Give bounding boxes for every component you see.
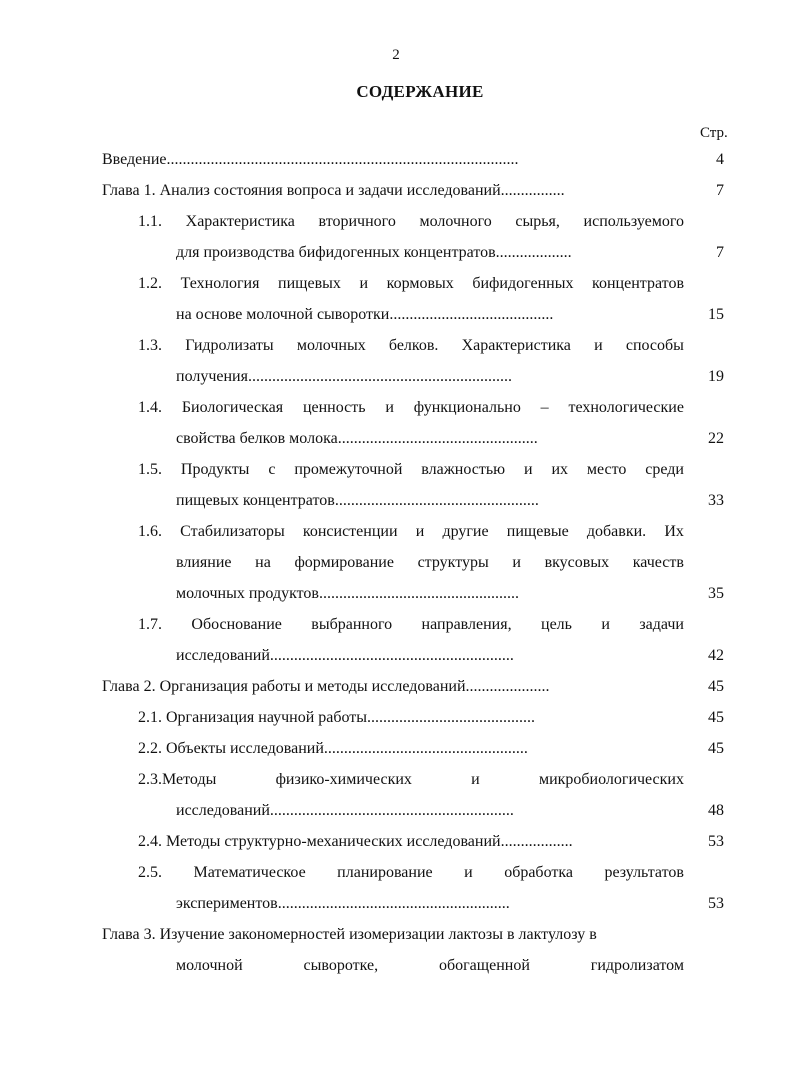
toc-entry-1-2-line1[interactable]: 1.2. Технология пищевых и кормовых бифидогенных концентратов xyxy=(138,275,684,292)
toc-entry-1-6-line2[interactable]: влияние на формирование структуры и вкусовых качеств xyxy=(176,554,684,571)
toc-entry-intro[interactable]: Введение........................................................................................ xyxy=(102,151,519,168)
toc-page-1-6: 35 xyxy=(708,585,724,602)
toc-page-2-1: 45 xyxy=(708,709,724,726)
toc-entry-1-3-line1[interactable]: 1.3. Гидролизаты молочных белков. Характеристика и способы xyxy=(138,337,684,354)
toc-entry-chapter-2[interactable]: Глава 2. Организация работы и методы исследований..................... xyxy=(102,678,550,695)
page-title: СОДЕРЖАНИЕ xyxy=(356,82,484,101)
toc-page-2-3: 48 xyxy=(708,802,724,819)
toc-entry-1-1-line2[interactable]: для производства бифидогенных концентратов................... xyxy=(176,244,572,261)
toc-entry-1-4-line1[interactable]: 1.4. Биологическая ценность и функционально – технологические xyxy=(138,399,684,416)
toc-entry-2-5-line2[interactable]: экспериментов.......................................................... xyxy=(176,895,510,912)
toc-page-1-1: 7 xyxy=(716,244,724,261)
toc-entry-chapter-3-line2[interactable]: молочной сыворотке, обогащенной гидролизатом xyxy=(176,957,684,974)
toc-page-1-2: 15 xyxy=(708,306,724,323)
toc-entry-1-2-line2[interactable]: на основе молочной сыворотки......................................... xyxy=(176,306,554,323)
toc-page-2-4: 53 xyxy=(708,833,724,850)
toc-entry-1-5-line1[interactable]: 1.5. Продукты с промежуточной влажностью и их место среди xyxy=(138,461,684,478)
toc-entry-2-5-line1[interactable]: 2.5. Математическое планирование и обработка результатов xyxy=(138,864,684,881)
toc-entry-1-1-line1[interactable]: 1.1. Характеристика вторичного молочного сырья, используемого xyxy=(138,213,684,230)
toc-entry-1-6-line3[interactable]: молочных продуктов.................................................. xyxy=(176,585,519,602)
toc-page-chapter-1: 7 xyxy=(716,182,724,199)
toc-page-intro: 4 xyxy=(716,151,724,168)
toc-page-2-5: 53 xyxy=(708,895,724,912)
toc-entry-1-6-line1[interactable]: 1.6. Стабилизаторы консистенции и другие пищевые добавки. Их xyxy=(138,523,684,540)
toc-entry-chapter-3-line1[interactable]: Глава 3. Изучение закономерностей изомеризации лактозы в лактулозу в xyxy=(102,926,597,943)
page-column-header: Стр. xyxy=(700,125,728,141)
toc-entry-1-3-line2[interactable]: получения.................................................................. xyxy=(176,368,512,385)
toc-page-chapter-2: 45 xyxy=(708,678,724,695)
toc-entry-chapter-1[interactable]: Глава 1. Анализ состояния вопроса и задачи исследований................ xyxy=(102,182,565,199)
toc-entry-2-2[interactable]: 2.2. Объекты исследований................................................... xyxy=(138,740,528,757)
toc-entry-1-7-line2[interactable]: исследований............................................................. xyxy=(176,647,514,664)
toc-page-1-5: 33 xyxy=(708,492,724,509)
toc-entry-2-3-line2[interactable]: исследований............................................................. xyxy=(176,802,514,819)
page-number: 2 xyxy=(392,47,400,63)
toc-entry-1-5-line2[interactable]: пищевых концентратов................................................... xyxy=(176,492,539,509)
toc-entry-2-1[interactable]: 2.1. Организация научной работы.......................................... xyxy=(138,709,536,726)
toc-page-1-7: 42 xyxy=(708,647,724,664)
toc-entry-2-3-line1[interactable]: 2.3.Методы физико-химических и микробиологических xyxy=(138,771,684,788)
toc-entry-2-4[interactable]: 2.4. Методы структурно-механических исследований.................. xyxy=(138,833,573,850)
toc-page-1-4: 22 xyxy=(708,430,724,447)
toc-page-1-3: 19 xyxy=(708,368,724,385)
toc-page-2-2: 45 xyxy=(708,740,724,757)
toc-entry-1-7-line1[interactable]: 1.7. Обоснование выбранного направления, цель и задачи xyxy=(138,616,684,633)
toc-entry-1-4-line2[interactable]: свойства белков молока.................................................. xyxy=(176,430,538,447)
